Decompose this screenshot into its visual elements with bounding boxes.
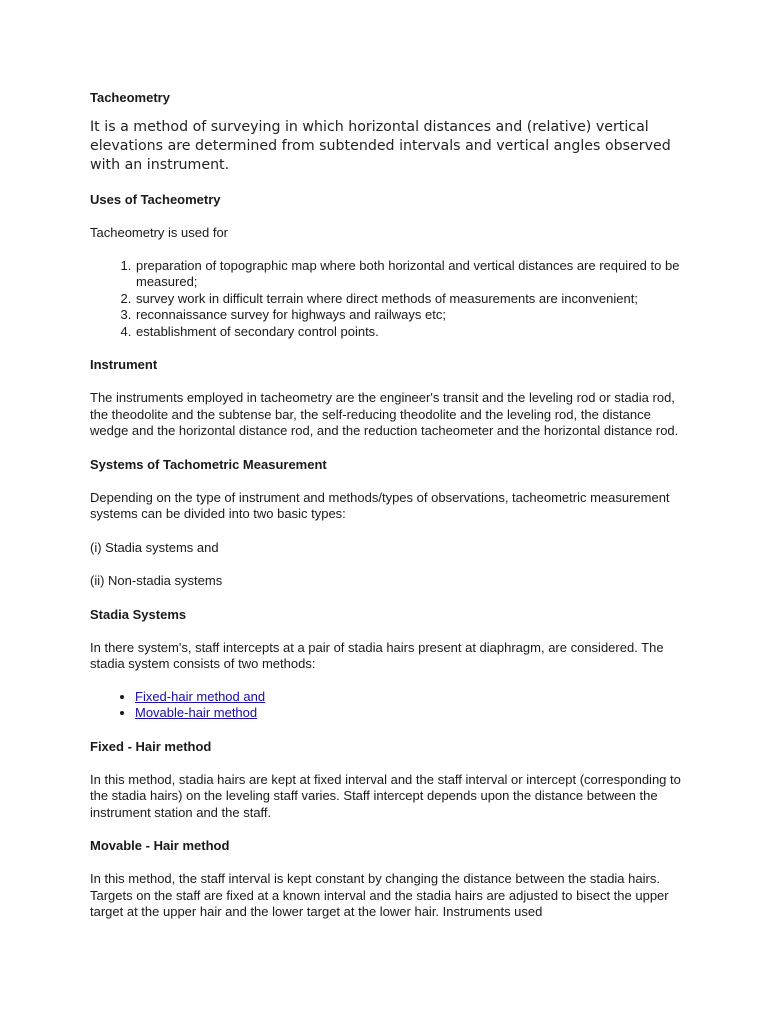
uses-intro: Tacheometry is used for bbox=[90, 225, 229, 240]
movable-hair-paragraph: In this method, the staff interval is kept constant by changing the distance between the stadia hairs. Targets on the staff are fixed at a known interval and the stadia hairs are adjusted to bisect the upper target at the upper hair and the lower target at the lower hair. Instruments used bbox=[90, 871, 669, 919]
systems-paragraph: Depending on the type of instrument and methods/types of observations, tacheometric measurement systems can be divided into two basic types: bbox=[90, 489, 670, 521]
fixed-hair-link[interactable]: Fixed-hair method and bbox=[135, 688, 266, 704]
systems-type-non-stadia: (ii) Non-stadia systems bbox=[90, 573, 223, 588]
movable-hair-heading: Movable - Hair method bbox=[90, 838, 230, 853]
fixed-hair-paragraph: In this method, stadia hairs are kept at fixed interval and the staff interval or intercept (corresponding to the stadia hairs) on the leveling staff varies. Staff intercept depends upon the distance between the instrument station and the staff. bbox=[90, 771, 681, 820]
list-item: 2. survey work in difficult terrain where direct methods of measurements are inconvenient; bbox=[135, 291, 688, 308]
stadia-methods-list bbox=[90, 689, 688, 722]
uses-heading: Uses of Tacheometry bbox=[90, 192, 221, 207]
fixed-hair-heading: Fixed - Hair method bbox=[90, 738, 212, 754]
stadia-heading: Stadia Systems bbox=[90, 606, 187, 622]
uses-list bbox=[90, 258, 688, 341]
instrument-paragraph: The instruments employed in tacheometry are the engineer's transit and the leveling rod or stadia rod, the theodolite and the subtense bar, the self-reducing theodolite and the leveling rod, the distance wedge and the horizontal distance rod, and the reduction tacheometer and the horizontal distance rod. bbox=[90, 390, 679, 438]
movable-hair-link[interactable]: Movable-hair method bbox=[135, 705, 258, 720]
list-item: 4. establishment of secondary control points. bbox=[135, 324, 688, 341]
stadia-paragraph: In there system's, staff intercepts at a pair of stadia hairs present at diaphragm, are considered. The stadia system consists of two methods: bbox=[90, 639, 664, 671]
list-item: 1. preparation of topographic map where both horizontal and vertical distances are required to be measured; bbox=[135, 258, 688, 291]
definition-paragraph: It is a method of surveying in which horizontal distances and (relative) vertical elevations are determined from subtended intervals and vertical angles observed with an instrument. bbox=[90, 119, 671, 173]
list-item bbox=[135, 689, 688, 706]
systems-heading: Systems of Tachometric Measurement bbox=[90, 456, 327, 472]
document-title: Tacheometry bbox=[90, 90, 170, 105]
list-item bbox=[135, 705, 688, 722]
systems-type-stadia: (i) Stadia systems and bbox=[90, 539, 219, 555]
list-item: 3. reconnaissance survey for highways and railways etc; bbox=[135, 307, 688, 324]
instrument-heading: Instrument bbox=[90, 357, 158, 372]
